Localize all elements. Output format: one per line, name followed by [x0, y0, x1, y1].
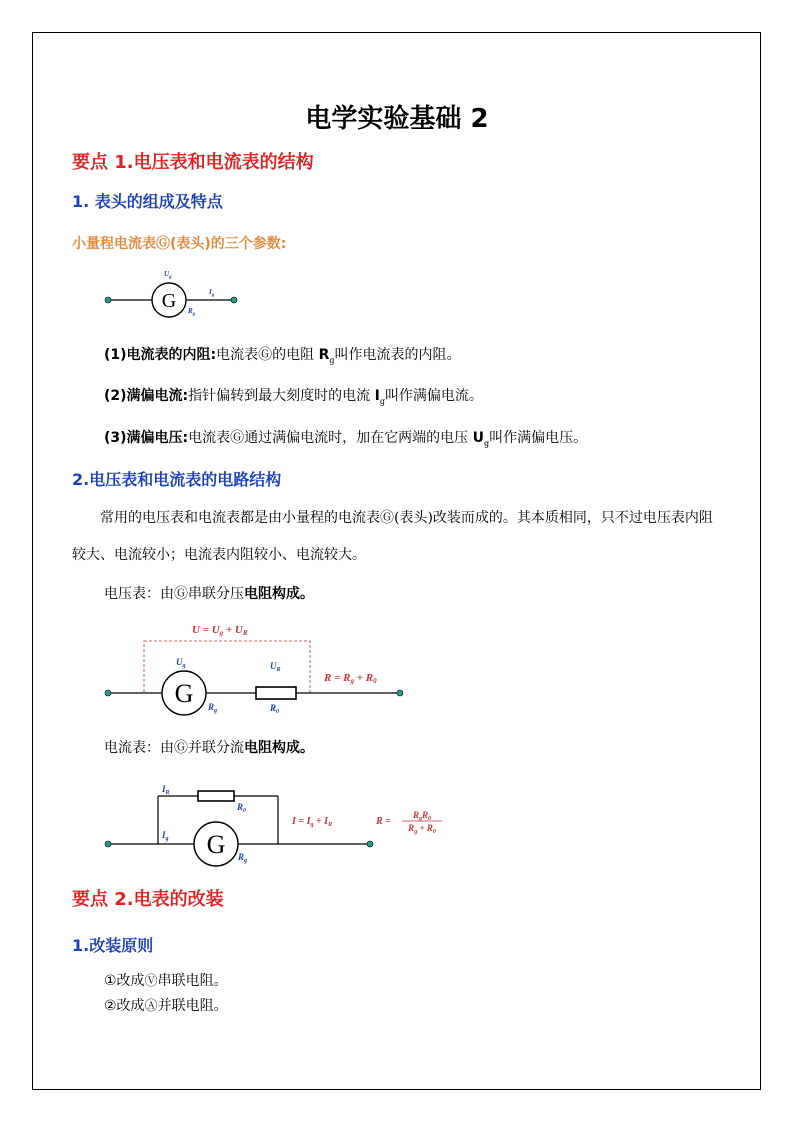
svg-text:U = Ug + UR: U = Ug + UR: [192, 624, 248, 637]
svg-text:I = Ig + IR: $I = I_g + I_R$: [292, 816, 333, 828]
svg-text:R = Rg + R0: R = Rg + R0: [324, 672, 377, 685]
svg-text:R =: R =: [376, 816, 391, 827]
section2-sub1: 1.改装原则: [72, 936, 154, 955]
svg-text:Rg + R0: $R_g + R_0$: [408, 823, 436, 835]
svg-text:Rg: $R_g$: [238, 852, 248, 864]
svg-text:R0: $R_0$: [237, 802, 247, 814]
param-item-2: (2)满偏电流:指针偏转到最大刻度时的电流 $I_g$叫作满偏电流。: [104, 388, 483, 406]
svg-text:G: G: [174, 679, 194, 708]
voltmeter-icon: Ⓥ: [144, 974, 158, 989]
svg-text:Rg: $R_g$: [188, 307, 196, 317]
structure-paragraph: 常用的电压表和电流表都是由小量程的电流表Ⓖ(表头)改装而成的。其本质相同，只不过电压表内阻较大、电流较小；电流表内阻较小、电流较大。: [72, 510, 713, 563]
ammeter-diagram: [100, 778, 450, 868]
voltmeter-label: 电压表：由Ⓖ串联分压电阻构成。: [104, 586, 314, 602]
svg-text:Ug: $U_g$: [176, 657, 186, 669]
svg-text:IR: $I_R$: [162, 784, 170, 796]
svg-text:Ig: $I_g$: [162, 830, 169, 842]
principle-item-1: ①改成Ⓥ串联电阻。: [104, 970, 228, 990]
param-item-1: (1)电流表的内阻:电流表Ⓖ的电阻 $R_g$叫作电流表的内阻。: [104, 347, 461, 365]
section1-intro: 小量程电流表Ⓖ(表头)的三个参数:: [72, 236, 287, 252]
section2-heading: 要点 2.电表的改装: [72, 889, 224, 910]
svg-text:RgR0: $R_gR_0$: [412, 810, 432, 822]
svg-text:Rg: $R_g$: [208, 702, 218, 714]
ammeter-label: 电流表：由Ⓖ并联分流电阻构成。: [104, 740, 314, 756]
section1-heading: 要点 1.电压表和电流表的结构: [72, 152, 314, 173]
svg-text:Ug: $U_g$: [164, 270, 172, 280]
ammeter-icon: Ⓐ: [144, 999, 158, 1014]
svg-text:Ig: $I_g$: [209, 288, 215, 298]
page-title: 电学实验基础 2: [305, 104, 489, 134]
principle-item-2: ②改成Ⓐ并联电阻。: [104, 995, 228, 1015]
svg-text:R0: $R_0$: [270, 703, 280, 715]
voltmeter-diagram: [100, 615, 420, 720]
param-item-3: (3)满偏电压:电流表Ⓖ通过满偏电流时，加在它两端的电压 $U_g$叫作满偏电压。: [104, 430, 588, 448]
section1-sub1: 1. 表头的组成及特点: [72, 192, 223, 211]
svg-text:G: G: [206, 830, 226, 859]
g-symbol: G: [161, 290, 177, 312]
galvanometer-diagram: [100, 266, 250, 322]
svg-text:UR: $U_R$: [270, 661, 281, 673]
section1-sub2: 2.电压表和电流表的电路结构: [72, 470, 282, 489]
